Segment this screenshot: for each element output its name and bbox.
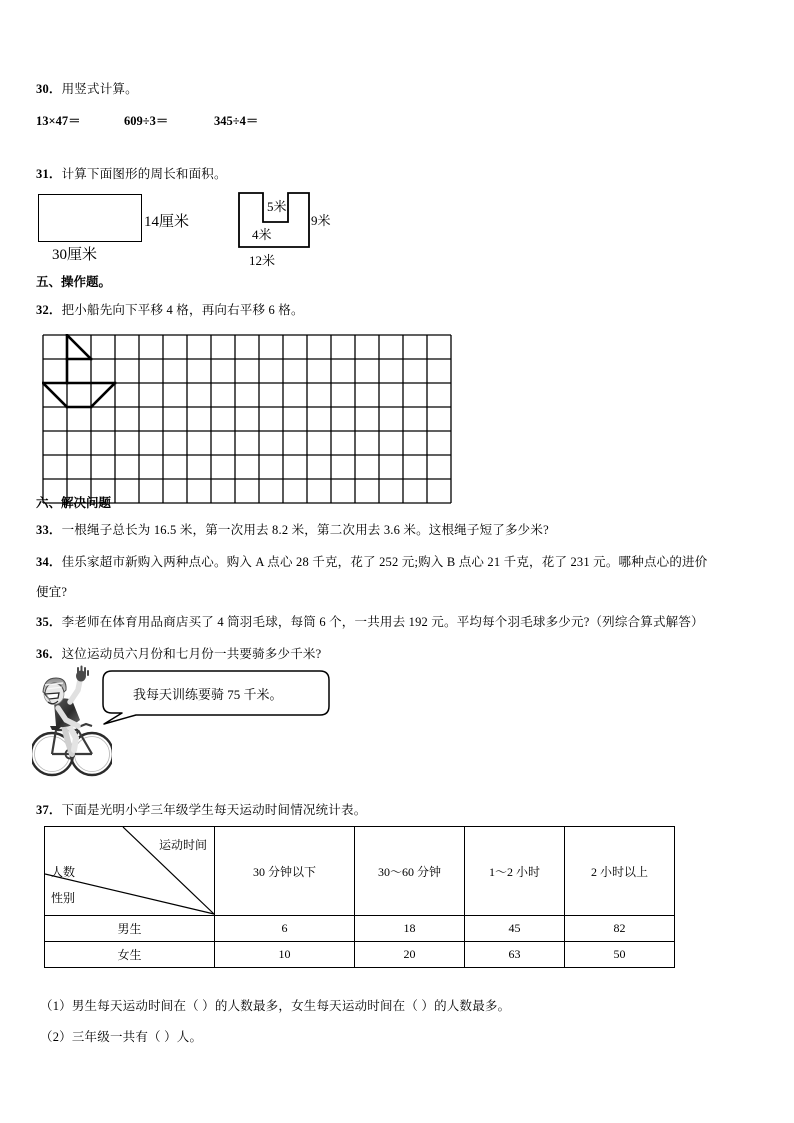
problem-31-number: 31． bbox=[36, 167, 62, 181]
header-label-time: 运动时间 bbox=[158, 838, 207, 852]
expression-2: 609÷3＝ bbox=[124, 114, 169, 128]
section-6-heading: 六、解决问题 bbox=[36, 496, 112, 510]
problem-33-text: 一根绳子总长为 16.5 米，第一次用去 8.2 米，第二次用去 3.6 米。这根绳子短了多少米? bbox=[61, 523, 549, 537]
problem-33-number: 33． bbox=[36, 523, 62, 537]
speech-bubble-text: 我每天训练要骑 75 千米。 bbox=[133, 687, 283, 702]
problem-36 bbox=[36, 645, 321, 664]
problem-34-text-1: 佳乐家超市新购入两种点心。购入 A 点心 28 千克，花了 252 元;购入 B 点心 21 千克，花了 231 元。哪种点心的进价 bbox=[61, 555, 708, 569]
figure-u-bottom-width-label: 12米 bbox=[249, 253, 276, 268]
cell-male-0: 6 bbox=[215, 916, 355, 942]
translation-grid[interactable] bbox=[42, 334, 452, 504]
speech-bubble bbox=[100, 668, 332, 731]
section-5-heading: 五、操作题。 bbox=[36, 275, 112, 289]
cell-male-3: 82 bbox=[565, 916, 675, 942]
expression-1: 13×47＝ bbox=[36, 114, 81, 128]
row-label-female: 女生 bbox=[45, 942, 215, 968]
problem-35-text: 李老师在体育用品商店买了 4 筒羽毛球，每筒 6 个，一共用去 192 元。平均每个羽毛球多少元?（列综合算式解答） bbox=[61, 615, 704, 629]
cell-female-1: 20 bbox=[355, 942, 465, 968]
cell-female-3: 50 bbox=[565, 942, 675, 968]
cell-female-0: 10 bbox=[215, 942, 355, 968]
problem-30-number: 30． bbox=[36, 82, 62, 96]
figure-rectangle-height-label: 14厘米 bbox=[144, 214, 190, 230]
problem-31-text: 计算下面图形的周长和面积。 bbox=[61, 167, 227, 181]
table-row bbox=[45, 916, 675, 942]
problem-32-number: 32． bbox=[36, 303, 62, 317]
figure-rectangle bbox=[38, 194, 142, 242]
problem-30-prompt bbox=[36, 80, 138, 99]
problem-36-number: 36． bbox=[36, 647, 62, 661]
problem-36-text: 这位运动员六月份和七月份一共要骑多少千米? bbox=[61, 647, 322, 661]
table-row bbox=[45, 942, 675, 968]
figure-u-notch-width-label: 4米 bbox=[252, 227, 272, 242]
problem-31-prompt bbox=[36, 165, 227, 184]
problem-37-text: 下面是光明小学三年级学生每天运动时间情况统计表。 bbox=[61, 803, 367, 817]
row-label-male: 男生 bbox=[45, 916, 215, 942]
expression-3: 345÷4＝ bbox=[214, 114, 259, 128]
grid-svg bbox=[42, 334, 452, 504]
problem-37-sub-2: （2）三年级一共有（ ）人。 bbox=[40, 1030, 203, 1044]
problem-30-text: 用竖式计算。 bbox=[61, 82, 138, 96]
problem-32-prompt bbox=[36, 301, 304, 320]
table-header-corner bbox=[45, 827, 215, 916]
table-header-row bbox=[45, 827, 675, 916]
cell-male-2: 45 bbox=[465, 916, 565, 942]
problem-37-number: 37． bbox=[36, 803, 62, 817]
statistics-table bbox=[44, 826, 675, 968]
column-header-4: 2 小时以上 bbox=[565, 827, 675, 916]
problem-35 bbox=[36, 613, 704, 632]
figure-u-notch-height-label: 5米 bbox=[267, 199, 287, 214]
problem-30-expressions bbox=[36, 111, 258, 129]
column-header-1: 30 分钟以下 bbox=[215, 827, 355, 916]
problem-37-sub-1: （1）男生每天运动时间在（ ）的人数最多，女生每天运动时间在（ ）的人数最多。 bbox=[40, 999, 511, 1013]
problem-34-number: 34． bbox=[36, 555, 62, 569]
cell-male-1: 18 bbox=[355, 916, 465, 942]
figure-u-right-height-label: 9米 bbox=[311, 213, 331, 228]
problem-34-line-2: 便宜? bbox=[36, 585, 68, 599]
problem-35-number: 35． bbox=[36, 615, 62, 629]
problem-32-text: 把小船先向下平移 4 格，再向右平移 6 格。 bbox=[61, 303, 304, 317]
cell-female-2: 63 bbox=[465, 942, 565, 968]
column-header-2: 30～60 分钟 bbox=[355, 827, 465, 916]
boat-shape bbox=[43, 335, 115, 407]
header-label-gender: 性别 bbox=[51, 891, 76, 905]
figure-rectangle-width-label: 30厘米 bbox=[52, 247, 98, 263]
column-header-3: 1～2 小时 bbox=[465, 827, 565, 916]
header-label-count: 人数 bbox=[51, 865, 76, 879]
problem-34-line-1 bbox=[36, 553, 707, 572]
problem-37-prompt bbox=[36, 801, 366, 820]
problem-33 bbox=[36, 521, 549, 540]
